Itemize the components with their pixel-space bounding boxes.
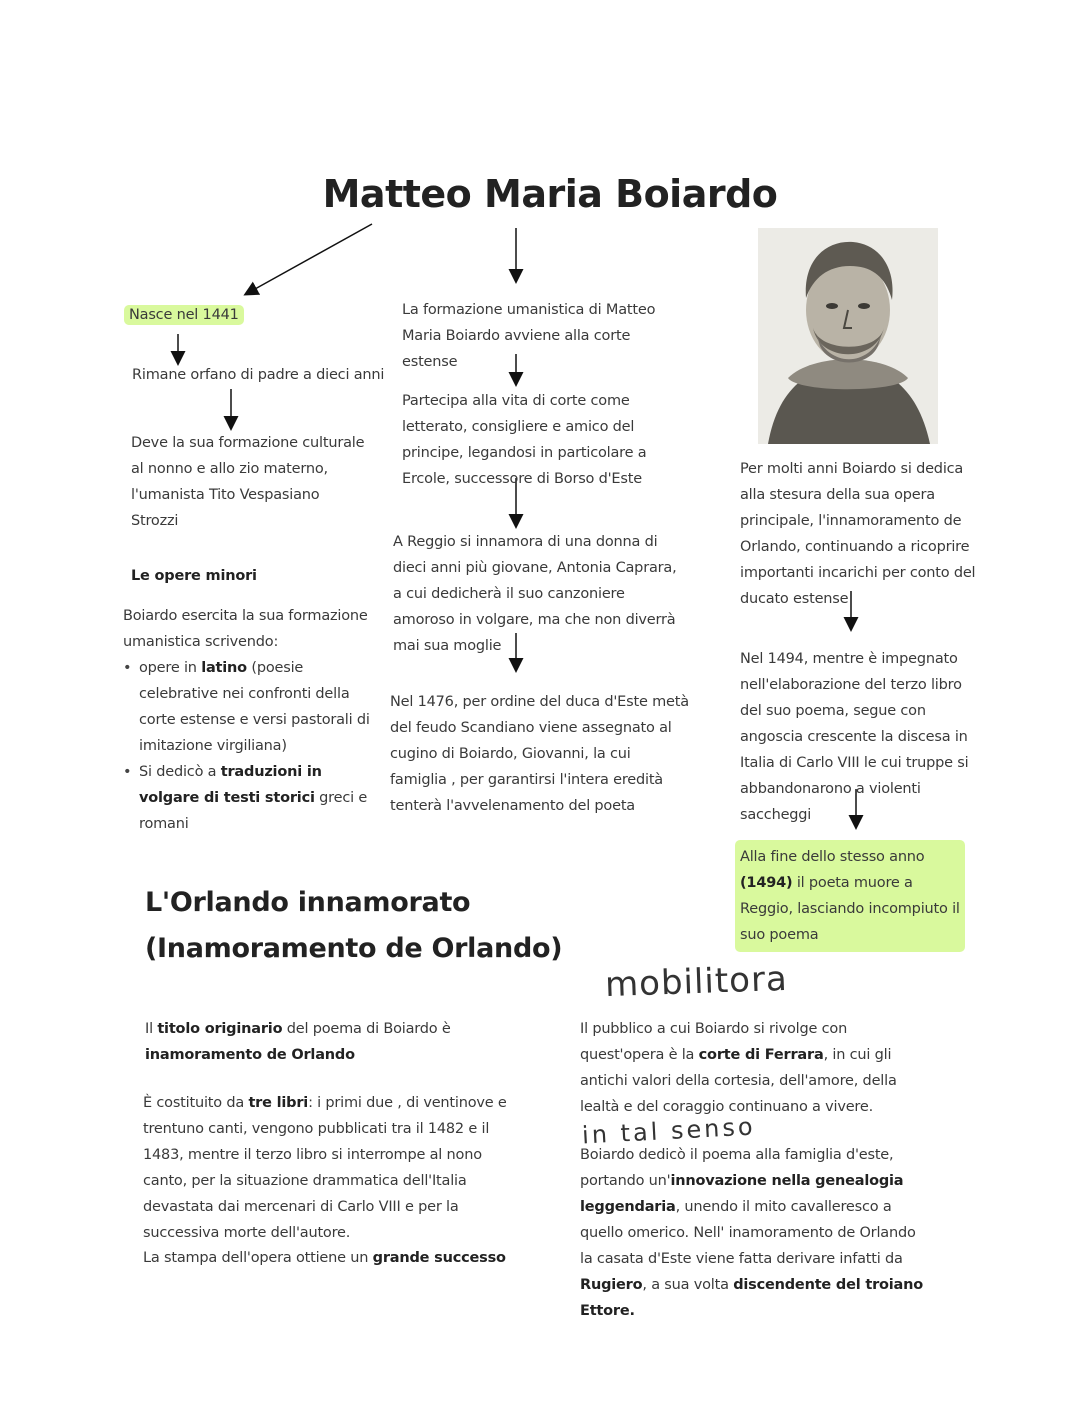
minor-works-list bbox=[123, 655, 373, 837]
minor-works-title: Le opere minori bbox=[131, 568, 257, 584]
born-note: Nasce nel 1441 bbox=[124, 302, 244, 328]
structure-paragraph: È costituito da tre libri: i primi due , di ventinove e trentuno canti, vengono pubblicati tra il 1482 e il 1483, mentre il terzo libro si interrompe al nono canto, per la situazione drammatica dell'Italia devastata dai mercenari di Carlo VIII e per la successiva morte dell'autore. bbox=[143, 1095, 507, 1241]
genealogy-paragraph: Boiardo dedicò il poema alla famiglia d'este, portando un'innovazione nella genealogia leggendaria, unendo il mito cavalleresco a quello omerico. Nell' inamoramento de Orlando la casata d'Este viene fatta derivare infatti da Rugiero, a sua volta discendente del troiano Ettore. bbox=[580, 1147, 924, 1319]
right-note-2: Nel 1494, mentre è impegnato nell'elaborazione del terzo libro del suo poema, segue con angoscia crescente la discesa in Italia di Carlo VIII le cui truppe si abbandonarono a violenti saccheggi bbox=[740, 651, 969, 823]
mid-note-2: Partecipa alla vita di corte come letterato, consigliere e amico del principe, legandosi in particolare a Ercole, successore di Borso d'Este bbox=[402, 393, 647, 487]
handwritten-note-mobilitora: mobilitora bbox=[604, 958, 789, 1006]
education-note: Deve la sua formazione culturale al nonno e allo zio materno, l'umanista Tito Vespasiano Strozzi bbox=[131, 435, 365, 529]
minor-works-intro: Boiardo esercita la sua formazione umanistica scrivendo: bbox=[123, 608, 368, 650]
handwritten-note-in-tal-senso: in tal senso bbox=[581, 1112, 757, 1150]
mid-note-3: A Reggio si innamora di una donna di dieci anni più giovane, Antonia Caprara, a cui dedicherà il suo canzoniere amoroso in volgare, ma che non diverrà mai sua moglie bbox=[393, 534, 677, 654]
right-note-1: Per molti anni Boiardo si dedica alla stesura della sua opera principale, l'innamoramento de Orlando, continuando a ricoprire importanti incarichi per conto del ducato estense bbox=[740, 461, 976, 607]
boiardo-portrait bbox=[758, 228, 938, 444]
list-item: • Si dedicò a traduzioni in volgare di testi storici greci e romani bbox=[123, 759, 373, 837]
audience-paragraph: Il pubblico a cui Boiardo si rivolge con quest'opera è la corte di Ferrara, in cui gli antichi valori della cortesia, dell'amore, della lealtà e del coraggio continuano a vivere. bbox=[580, 1021, 897, 1115]
section-title: L'Orlando innamorato (Inamoramento de Orlando) bbox=[145, 887, 563, 964]
death-note: Alla fine dello stesso anno (1494) il poeta muore a Reggio, lasciando incompiuto il suo poema bbox=[735, 840, 965, 952]
page-title: Matteo Maria Boiardo bbox=[322, 172, 778, 216]
success-paragraph: La stampa dell'opera ottiene un grande successo bbox=[143, 1250, 506, 1266]
mid-note-4: Nel 1476, per ordine del duca d'Este metà del feudo Scandiano viene assegnato al cugino di Boiardo, Giovanni, la cui famiglia , per garantirsi l'intera eredità tenterà l'avvelenamento del poeta bbox=[390, 694, 689, 814]
orphan-note: Rimane orfano di padre a dieci anni bbox=[132, 367, 385, 383]
title-origin-paragraph: Il titolo originario del poema di Boiardo è inamoramento de Orlando bbox=[145, 1021, 451, 1063]
mid-note-1: La formazione umanistica di Matteo Maria Boiardo avviene alla corte estense bbox=[402, 302, 656, 370]
list-item: • opere in latino (poesie celebrative nei confronti della corte estense e versi pastorali di imitazione virgiliana) bbox=[123, 655, 373, 759]
